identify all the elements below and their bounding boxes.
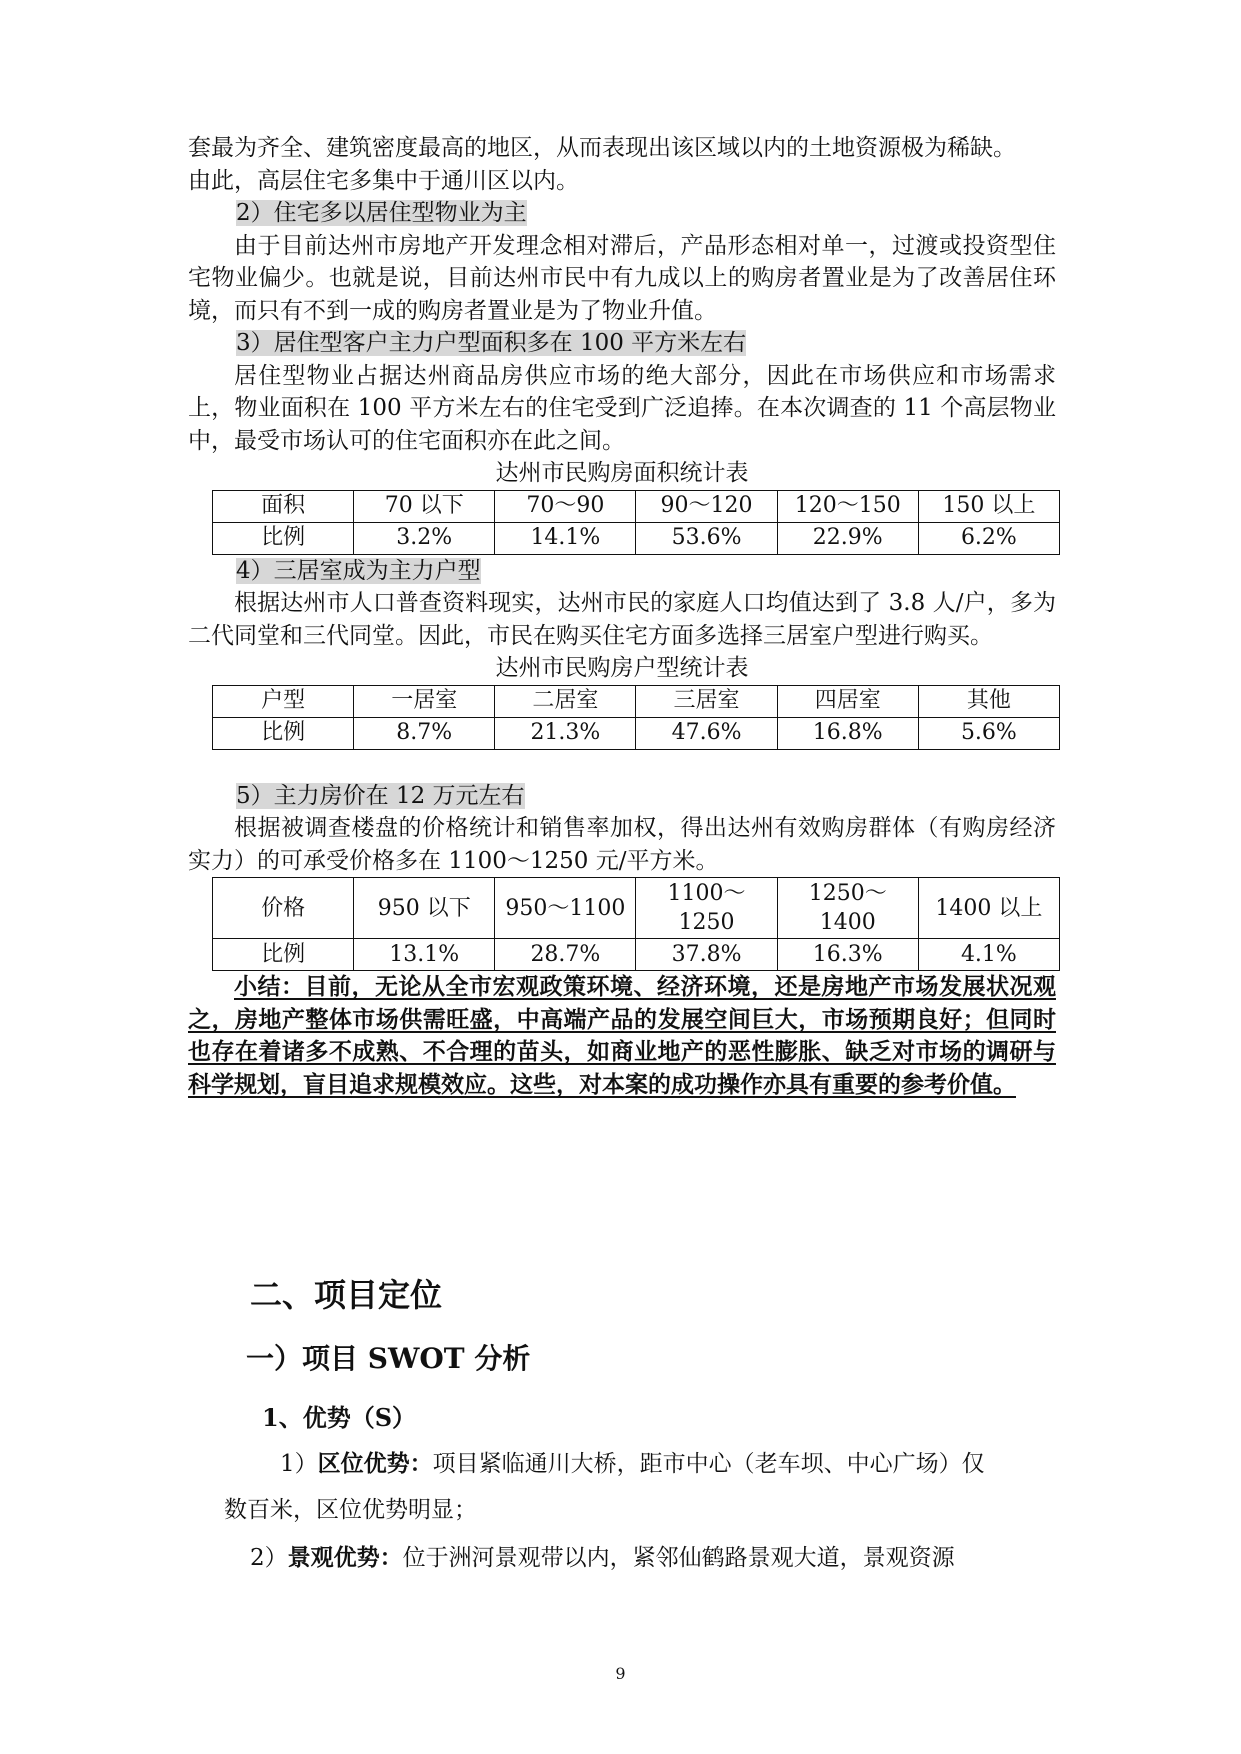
table-cell: 三居室 <box>636 685 777 717</box>
table-cell: 1400 以上 <box>918 878 1059 939</box>
table-cell: 950～1100 <box>495 878 636 939</box>
table-cell: 二居室 <box>495 685 636 717</box>
heading-residential-type: 2）住宅多以居住型物业为主 <box>236 200 527 226</box>
advantage-number: 1） <box>280 1451 318 1477</box>
section-title: 一）项目 SWOT 分析 <box>246 1342 531 1375</box>
intro-line-2: 由此，高层住宅多集中于通川区以内。 <box>188 167 579 194</box>
cell-line: 1250 <box>678 910 735 935</box>
table-cell: 47.6% <box>636 717 777 749</box>
paragraph-main-area: 居住型物业占据达州商品房供应市场的绝大部分，因此在市场供应和市场需求上，物业面积在 100 平方米左右的住宅受到广泛追捧。在本次调查的 11 个高层物业中，最受市场认可的住宅面积亦在此之间。 <box>188 362 1056 454</box>
paragraph-residential-type: 由于目前达州市房地产开发理念相对滞后，产品形态相对单一，过渡或投资型住宅物业偏少。也就是说，目前达州市民中有九成以上的购房者置业是为了改善居住环境，而只有不到一成的购房者置业是为了物业升值。 <box>188 232 1056 324</box>
table-price <box>212 877 1060 971</box>
table-cell: 一居室 <box>354 685 495 717</box>
table-cell: 120～150 <box>777 490 918 522</box>
table-cell: 13.1% <box>354 939 495 971</box>
advantage-number: 2） <box>250 1545 288 1571</box>
table-area-caption: 达州市民购房面积统计表 <box>495 460 749 486</box>
advantage-location-line1 <box>188 1440 1056 1488</box>
advantage-text: 项目紧临通川大桥，距市中心（老车坝、中心广场）仅 <box>432 1451 985 1477</box>
table-cell: 比例 <box>213 717 354 749</box>
cell-line: 1250～ <box>808 881 887 906</box>
table-cell: 户型 <box>213 685 354 717</box>
table-cell: 22.9% <box>777 522 918 554</box>
advantage-landscape-line <box>188 1534 1056 1582</box>
table-cell: 70 以下 <box>354 490 495 522</box>
chapter-title: 二、项目定位 <box>250 1276 443 1314</box>
table-cell: 16.8% <box>777 717 918 749</box>
table-row <box>213 878 1060 939</box>
table-cell: 面积 <box>213 490 354 522</box>
table-cell: 14.1% <box>495 522 636 554</box>
table-cell: 5.6% <box>918 717 1059 749</box>
summary-paragraph: 小结：目前，无论从全市宏观政策环境、经济环境，还是房地产市场发展状况观之，房地产整体市场供需旺盛，中高端产品的发展空间巨大，市场预期良好；但同时也存在着诸多不成熟、不合理的苗头，如商业地产的恶性膨胀、缺乏对市场的调研与科学规划，盲目追求规模效应。这些，对本案的成功操作亦具有重要的参考价值。 <box>188 973 1056 1098</box>
page-number: 9 <box>615 1664 626 1683</box>
table-cell: 比例 <box>213 939 354 971</box>
table-cell: 28.7% <box>495 939 636 971</box>
advantage-label: 区位优势： <box>317 1450 433 1477</box>
table-row <box>213 939 1060 971</box>
table-cell: 价格 <box>213 878 354 939</box>
table-cell: 150 以上 <box>918 490 1059 522</box>
cell-line: 1100～ <box>667 881 746 906</box>
table-cell: 70～90 <box>495 490 636 522</box>
table-cell <box>636 878 777 939</box>
table-cell: 6.2% <box>918 522 1059 554</box>
table-row <box>213 685 1060 717</box>
heading-three-bedroom: 4）三居室成为主力户型 <box>236 557 481 584</box>
table-row <box>213 717 1060 749</box>
cell-line: 1400 <box>819 910 876 935</box>
advantage-text: 位于洲河景观带以内，紧邻仙鹤路景观大道，景观资源 <box>402 1545 955 1571</box>
subsection-title: 1、优势（S） <box>262 1403 417 1432</box>
table-cell: 53.6% <box>636 522 777 554</box>
advantage-location-line2: 数百米，区位优势明显； <box>224 1497 477 1523</box>
table-cell <box>777 878 918 939</box>
table-row <box>213 490 1060 522</box>
table-cell: 4.1% <box>918 939 1059 971</box>
intro-line-1: 套最为齐全、建筑密度最高的地区，从而表现出该区域以内的土地资源极为稀缺。 <box>188 135 1016 161</box>
table-cell: 21.3% <box>495 717 636 749</box>
advantage-label: 景观优势： <box>287 1544 403 1571</box>
table-row <box>213 522 1060 554</box>
paragraph-main-price: 根据被调查楼盘的价格统计和销售率加权，得出达州有效购房群体（有购房经济实力）的可承受价格多在 1100～1250 元/平方米。 <box>188 815 1056 874</box>
table-type <box>212 685 1060 750</box>
paragraph-three-bedroom: 根据达州市人口普查资料现实，达州市民的家庭人口均值达到了 3.8 人/户，多为二代同堂和三代同堂。因此，市民在购买住宅方面多选择三居室户型进行购买。 <box>188 590 1056 649</box>
table-cell: 8.7% <box>354 717 495 749</box>
table-cell: 比例 <box>213 522 354 554</box>
table-cell: 16.3% <box>777 939 918 971</box>
table-cell: 3.2% <box>354 522 495 554</box>
table-area <box>212 490 1060 555</box>
heading-main-price: 5）主力房价在 12 万元左右 <box>236 782 525 809</box>
table-cell: 950 以下 <box>354 878 495 939</box>
text-block-upper <box>188 132 1056 1101</box>
table-type-caption: 达州市民购房户型统计表 <box>495 655 749 681</box>
table-cell: 37.8% <box>636 939 777 971</box>
heading-main-area: 3）居住型客户主力户型面积多在 100 平方米左右 <box>236 330 747 356</box>
table-cell: 其他 <box>918 685 1059 717</box>
table-cell: 90～120 <box>636 490 777 522</box>
table-cell: 四居室 <box>777 685 918 717</box>
